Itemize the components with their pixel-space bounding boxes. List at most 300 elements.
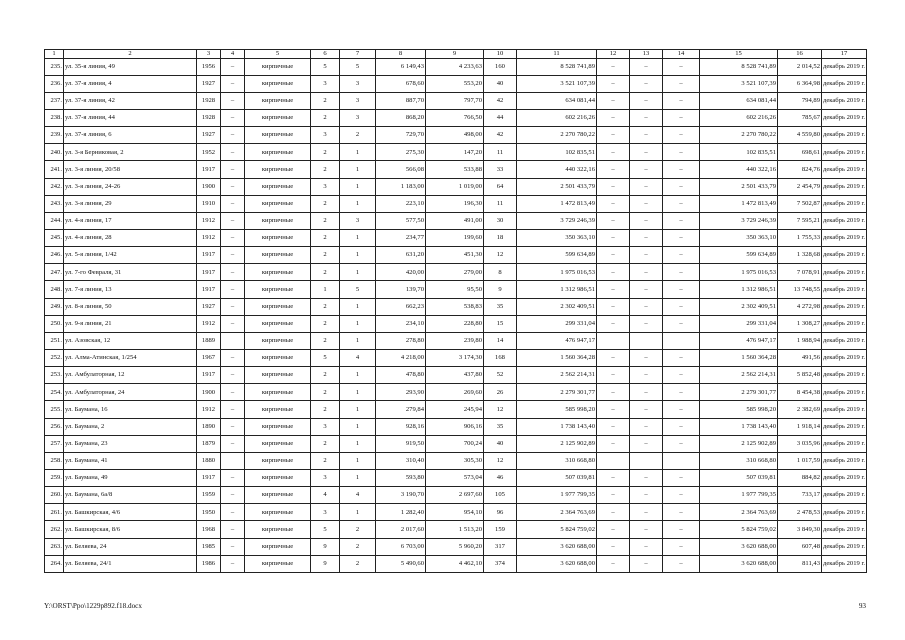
cell-cost-col-15: 350 363,10 [700,230,778,247]
cell-year-built: 1985 [197,538,221,555]
cell-living-area: 906,16 [426,418,484,435]
cell-total-area: 577,50 [376,212,426,229]
cell-address: ул. 5-я линия, 1/42 [64,247,197,264]
cell-residents: 40 [484,435,517,452]
cell-cost-col-15: 1 472 813,49 [700,195,778,212]
cell-living-area: 2 697,60 [426,487,484,504]
cell-wall-material: кирпичные [245,195,311,212]
footer-page-number: 93 [858,602,866,610]
cell-living-area: 305,30 [426,452,484,469]
table-row [45,247,867,264]
cell-cost-per-sqm: 607,48 [778,538,822,555]
cell-row-number: 246. [45,247,64,264]
cell-wall-material: кирпичные [245,487,311,504]
cell-cost-col-12: – [597,75,630,92]
cell-planned-period: декабрь 2019 г. [822,144,867,161]
cell-living-area: 797,70 [426,92,484,109]
column-number-11: 11 [517,50,597,59]
cell-year-reconstructed: – [221,418,245,435]
cell-row-number: 242. [45,178,64,195]
cell-planned-period: декабрь 2019 г. [822,401,867,418]
cell-entrances: 1 [340,367,376,384]
cell-cost-per-sqm: 7 078,91 [778,264,822,281]
cell-planned-period: декабрь 2019 г. [822,367,867,384]
cell-wall-material: кирпичные [245,521,311,538]
cell-floors: 3 [311,418,340,435]
cell-year-built: 1968 [197,521,221,538]
cell-year-reconstructed [221,332,245,349]
cell-cost-col-15: 8 528 741,89 [700,58,778,75]
cell-year-reconstructed: – [221,401,245,418]
cell-living-area: 1 019,00 [426,178,484,195]
cell-cost-col-15: 476 947,17 [700,332,778,349]
table-row [45,452,867,469]
cell-entrances: 1 [340,144,376,161]
cell-address: ул. 37-я линия, 4 [64,75,197,92]
cell-total-area: 928,16 [376,418,426,435]
cell-cost-col-13: – [630,230,663,247]
cell-cost-col-13: – [630,144,663,161]
cell-total-cost: 585 998,20 [517,401,597,418]
cell-year-built: 1912 [197,212,221,229]
cell-cost-col-13: – [630,58,663,75]
cell-entrances: 5 [340,58,376,75]
cell-living-area: 228,80 [426,315,484,332]
cell-year-built: 1912 [197,401,221,418]
cell-total-area: 223,10 [376,195,426,212]
cell-cost-col-14: – [663,75,700,92]
cell-total-cost: 1 312 986,51 [517,281,597,298]
cell-cost-col-15: 3 620 688,00 [700,555,778,572]
table-row [45,504,867,521]
cell-residents: 18 [484,230,517,247]
cell-total-cost: 2 279 301,77 [517,384,597,401]
cell-cost-col-14: – [663,384,700,401]
cell-cost-per-sqm: 733,17 [778,487,822,504]
cell-cost-per-sqm: 2 014,52 [778,58,822,75]
cell-address: ул. 9-я линия, 21 [64,315,197,332]
cell-residents: 96 [484,504,517,521]
cell-total-area: 5 490,60 [376,555,426,572]
cell-floors: 3 [311,178,340,195]
column-number-7: 7 [340,50,376,59]
cell-cost-col-12: – [597,178,630,195]
cell-total-cost: 2 302 409,51 [517,298,597,315]
cell-year-built: 1879 [197,435,221,452]
cell-floors: 2 [311,230,340,247]
cell-residents: 105 [484,487,517,504]
cell-cost-col-12: – [597,521,630,538]
cell-living-area: 4 233,63 [426,58,484,75]
cell-total-area: 293,90 [376,384,426,401]
cell-total-area: 678,60 [376,75,426,92]
column-number-12: 12 [597,50,630,59]
cell-total-cost: 2 562 214,31 [517,367,597,384]
cell-wall-material: кирпичные [245,230,311,247]
cell-cost-col-12: – [597,281,630,298]
cell-floors: 2 [311,384,340,401]
cell-cost-col-13: – [630,504,663,521]
cell-cost-col-12 [597,452,630,469]
cell-address: ул. Баумана, 41 [64,452,197,469]
cell-residents: 9 [484,281,517,298]
cell-cost-col-12: – [597,298,630,315]
cell-total-area: 1 183,00 [376,178,426,195]
cell-planned-period: декабрь 2019 г. [822,161,867,178]
cell-planned-period: декабрь 2019 г. [822,349,867,366]
cell-planned-period: декабрь 2019 г. [822,435,867,452]
cell-cost-col-14: – [663,264,700,281]
cell-entrances: 1 [340,469,376,486]
cell-row-number: 256. [45,418,64,435]
cell-planned-period: декабрь 2019 г. [822,521,867,538]
footer-file-path: Y:\ORST\Ppo\1229p892.f18.docx [44,602,142,610]
cell-total-cost: 3 620 688,00 [517,538,597,555]
cell-cost-per-sqm: 4 559,80 [778,127,822,144]
cell-cost-per-sqm: 824,76 [778,161,822,178]
cell-planned-period: декабрь 2019 г. [822,469,867,486]
cell-residents: 42 [484,92,517,109]
cell-cost-col-13: – [630,469,663,486]
cell-address: ул. 37-я линия, 44 [64,110,197,127]
table-row [45,384,867,401]
cell-row-number: 239. [45,127,64,144]
cell-cost-per-sqm: 811,43 [778,555,822,572]
cell-cost-col-14: – [663,487,700,504]
cell-year-built: 1928 [197,92,221,109]
cell-residents: 26 [484,384,517,401]
cell-cost-col-14: – [663,418,700,435]
cell-cost-col-12: – [597,264,630,281]
cell-entrances: 1 [340,418,376,435]
cell-cost-col-12: – [597,110,630,127]
cell-residents: 30 [484,212,517,229]
cell-cost-col-13: – [630,487,663,504]
cell-living-area: 196,30 [426,195,484,212]
cell-row-number: 257. [45,435,64,452]
cell-cost-col-14: – [663,230,700,247]
cell-row-number: 258. [45,452,64,469]
cell-living-area: 239,80 [426,332,484,349]
cell-entrances: 3 [340,110,376,127]
cell-cost-per-sqm: 1 328,68 [778,247,822,264]
cell-wall-material: кирпичные [245,418,311,435]
cell-entrances: 1 [340,452,376,469]
cell-year-reconstructed: – [221,298,245,315]
table-row [45,538,867,555]
cell-address: ул. Баумана, 2 [64,418,197,435]
cell-entrances: 1 [340,230,376,247]
cell-address: ул. 3-я линия, 29 [64,195,197,212]
cell-planned-period: декабрь 2019 г. [822,178,867,195]
cell-address: ул. Баумана, 6а/8 [64,487,197,504]
cell-living-area: 147,20 [426,144,484,161]
cell-cost-col-12: – [597,435,630,452]
cell-row-number: 260. [45,487,64,504]
cell-cost-col-15: 1 560 364,28 [700,349,778,366]
cell-cost-col-13: – [630,315,663,332]
cell-wall-material: кирпичные [245,332,311,349]
cell-cost-col-13: – [630,281,663,298]
cell-entrances: 2 [340,538,376,555]
cell-planned-period: декабрь 2019 г. [822,230,867,247]
cell-row-number: 238. [45,110,64,127]
cell-total-area: 420,00 [376,264,426,281]
cell-cost-col-12: – [597,401,630,418]
cell-wall-material: кирпичные [245,58,311,75]
cell-year-reconstructed: – [221,538,245,555]
cell-floors: 9 [311,555,340,572]
cell-cost-col-15: 3 521 107,39 [700,75,778,92]
cell-cost-per-sqm: 6 364,98 [778,75,822,92]
cell-cost-col-14: – [663,349,700,366]
cell-year-built: 1889 [197,332,221,349]
cell-entrances: 1 [340,247,376,264]
cell-year-built: 1880 [197,452,221,469]
cell-residents: 64 [484,178,517,195]
column-number-3: 3 [197,50,221,59]
cell-entrances: 3 [340,92,376,109]
cell-year-reconstructed: – [221,230,245,247]
cell-residents: 35 [484,298,517,315]
cell-living-area: 3 174,30 [426,349,484,366]
cell-planned-period: декабрь 2019 г. [822,75,867,92]
cell-year-reconstructed: – [221,58,245,75]
cell-wall-material: кирпичные [245,452,311,469]
cell-cost-col-13: – [630,367,663,384]
cell-living-area: 538,83 [426,298,484,315]
cell-floors: 5 [311,349,340,366]
cell-wall-material: кирпичные [245,555,311,572]
table-row [45,367,867,384]
cell-total-cost: 5 824 759,02 [517,521,597,538]
cell-entrances: 1 [340,384,376,401]
cell-year-built: 1950 [197,504,221,521]
cell-entrances: 2 [340,521,376,538]
cell-row-number: 252. [45,349,64,366]
cell-wall-material: кирпичные [245,315,311,332]
cell-cost-col-15: 1 312 986,51 [700,281,778,298]
cell-cost-col-15: 585 998,20 [700,401,778,418]
cell-cost-per-sqm: 698,61 [778,144,822,161]
cell-year-built: 1917 [197,469,221,486]
cell-cost-col-12: – [597,504,630,521]
table-row [45,401,867,418]
cell-cost-col-14: – [663,315,700,332]
cell-total-area: 919,50 [376,435,426,452]
cell-residents: 12 [484,247,517,264]
cell-total-cost: 602 216,26 [517,110,597,127]
cell-address: ул. 35-я линия, 49 [64,58,197,75]
cell-address: ул. 37-я линия, 42 [64,92,197,109]
cell-total-cost: 3 729 246,39 [517,212,597,229]
cell-entrances: 1 [340,161,376,178]
table-row [45,75,867,92]
cell-row-number: 255. [45,401,64,418]
table-row [45,332,867,349]
cell-cost-per-sqm: 4 272,98 [778,298,822,315]
cell-residents: 11 [484,195,517,212]
cell-floors: 2 [311,144,340,161]
cell-residents: 42 [484,127,517,144]
cell-living-area: 491,00 [426,212,484,229]
cell-floors: 2 [311,161,340,178]
cell-year-reconstructed: – [221,212,245,229]
cell-address: ул. 37-я линия, 6 [64,127,197,144]
cell-year-built: 1927 [197,298,221,315]
cell-address: ул. 4-я линия, 28 [64,230,197,247]
cell-row-number: 241. [45,161,64,178]
cell-cost-col-14: – [663,504,700,521]
cell-residents: 35 [484,418,517,435]
cell-address: ул. Баумана, 49 [64,469,197,486]
cell-cost-col-12 [597,332,630,349]
cell-cost-col-12: – [597,367,630,384]
cell-wall-material: кирпичные [245,538,311,555]
cell-year-reconstructed: – [221,384,245,401]
cell-planned-period: декабрь 2019 г. [822,504,867,521]
cell-living-area: 451,30 [426,247,484,264]
cell-year-reconstructed [221,452,245,469]
cell-cost-per-sqm: 8 454,38 [778,384,822,401]
cell-planned-period: декабрь 2019 г. [822,487,867,504]
cell-row-number: 248. [45,281,64,298]
cell-cost-per-sqm: 1 755,33 [778,230,822,247]
cell-cost-col-15: 5 824 759,02 [700,521,778,538]
cell-floors: 3 [311,127,340,144]
cell-cost-col-15: 2 364 763,69 [700,504,778,521]
cell-residents: 52 [484,367,517,384]
cell-cost-col-12: – [597,195,630,212]
cell-residents: 160 [484,58,517,75]
cell-floors: 2 [311,315,340,332]
cell-cost-per-sqm: 1 918,14 [778,418,822,435]
cell-residents: 15 [484,315,517,332]
table-row [45,487,867,504]
cell-wall-material: кирпичные [245,469,311,486]
cell-address: ул. 3-я Берниковая, 2 [64,144,197,161]
cell-cost-col-14: – [663,538,700,555]
cell-cost-per-sqm: 2 478,53 [778,504,822,521]
cell-planned-period: декабрь 2019 г. [822,212,867,229]
cell-residents: 168 [484,349,517,366]
cell-residents: 11 [484,144,517,161]
cell-floors: 9 [311,538,340,555]
cell-address: ул. 4-я линия, 17 [64,212,197,229]
cell-year-reconstructed: – [221,247,245,264]
cell-planned-period: декабрь 2019 г. [822,538,867,555]
cell-row-number: 250. [45,315,64,332]
cell-residents: 374 [484,555,517,572]
cell-cost-per-sqm: 7 595,21 [778,212,822,229]
cell-cost-col-14: – [663,127,700,144]
cell-cost-per-sqm: 5 852,48 [778,367,822,384]
cell-cost-col-15: 1 977 799,35 [700,487,778,504]
cell-row-number: 244. [45,212,64,229]
cell-cost-col-15: 310 668,80 [700,452,778,469]
cell-row-number: 247. [45,264,64,281]
cell-year-reconstructed: – [221,435,245,452]
cell-cost-per-sqm: 794,89 [778,92,822,109]
cell-row-number: 240. [45,144,64,161]
cell-cost-col-15: 102 835,51 [700,144,778,161]
cell-year-built: 1917 [197,161,221,178]
column-number-2: 2 [64,50,197,59]
cell-floors: 4 [311,487,340,504]
column-number-13: 13 [630,50,663,59]
cell-floors: 2 [311,264,340,281]
cell-year-built: 1927 [197,127,221,144]
cell-entrances: 1 [340,178,376,195]
cell-wall-material: кирпичные [245,384,311,401]
cell-year-built: 1959 [197,487,221,504]
cell-total-area: 2 017,60 [376,521,426,538]
cell-wall-material: кирпичные [245,212,311,229]
cell-row-number: 263. [45,538,64,555]
cell-year-reconstructed: – [221,487,245,504]
cell-wall-material: кирпичные [245,435,311,452]
cell-row-number: 261. [45,504,64,521]
cell-total-area: 887,70 [376,92,426,109]
cell-floors: 5 [311,58,340,75]
cell-cost-col-14: – [663,521,700,538]
cell-cost-col-15: 602 216,26 [700,110,778,127]
cell-residents: 33 [484,161,517,178]
cell-cost-col-14 [663,332,700,349]
cell-total-cost: 440 322,16 [517,161,597,178]
cell-floors: 3 [311,504,340,521]
cell-total-cost: 2 125 902,89 [517,435,597,452]
cell-year-built: 1917 [197,264,221,281]
cell-cost-col-15: 2 501 433,79 [700,178,778,195]
cell-cost-col-14: – [663,247,700,264]
cell-year-reconstructed: – [221,555,245,572]
cell-total-area: 279,84 [376,401,426,418]
cell-year-reconstructed: – [221,521,245,538]
cell-entrances: 1 [340,264,376,281]
cell-total-cost: 1 472 813,49 [517,195,597,212]
cell-cost-col-12: – [597,315,630,332]
cell-year-built: 1900 [197,384,221,401]
cell-wall-material: кирпичные [245,401,311,418]
cell-planned-period: декабрь 2019 г. [822,58,867,75]
cell-floors: 2 [311,435,340,452]
cell-planned-period: декабрь 2019 г. [822,452,867,469]
cell-year-reconstructed: – [221,127,245,144]
cell-living-area: 95,50 [426,281,484,298]
cell-planned-period: декабрь 2019 г. [822,264,867,281]
cell-entrances: 2 [340,127,376,144]
cell-planned-period: декабрь 2019 г. [822,127,867,144]
cell-planned-period: декабрь 2019 г. [822,92,867,109]
cell-living-area: 553,20 [426,75,484,92]
column-number-1: 1 [45,50,64,59]
cell-living-area: 533,88 [426,161,484,178]
cell-floors: 2 [311,367,340,384]
cell-wall-material: кирпичные [245,264,311,281]
cell-cost-col-12: – [597,247,630,264]
cell-row-number: 245. [45,230,64,247]
cell-address: ул. 3-я линия, 24-26 [64,178,197,195]
cell-wall-material: кирпичные [245,92,311,109]
cell-cost-col-13: – [630,127,663,144]
cell-cost-col-13: – [630,264,663,281]
cell-row-number: 243. [45,195,64,212]
cell-total-area: 278,80 [376,332,426,349]
cell-floors: 2 [311,332,340,349]
cell-cost-col-15: 2 270 780,22 [700,127,778,144]
cell-cost-col-14: – [663,144,700,161]
